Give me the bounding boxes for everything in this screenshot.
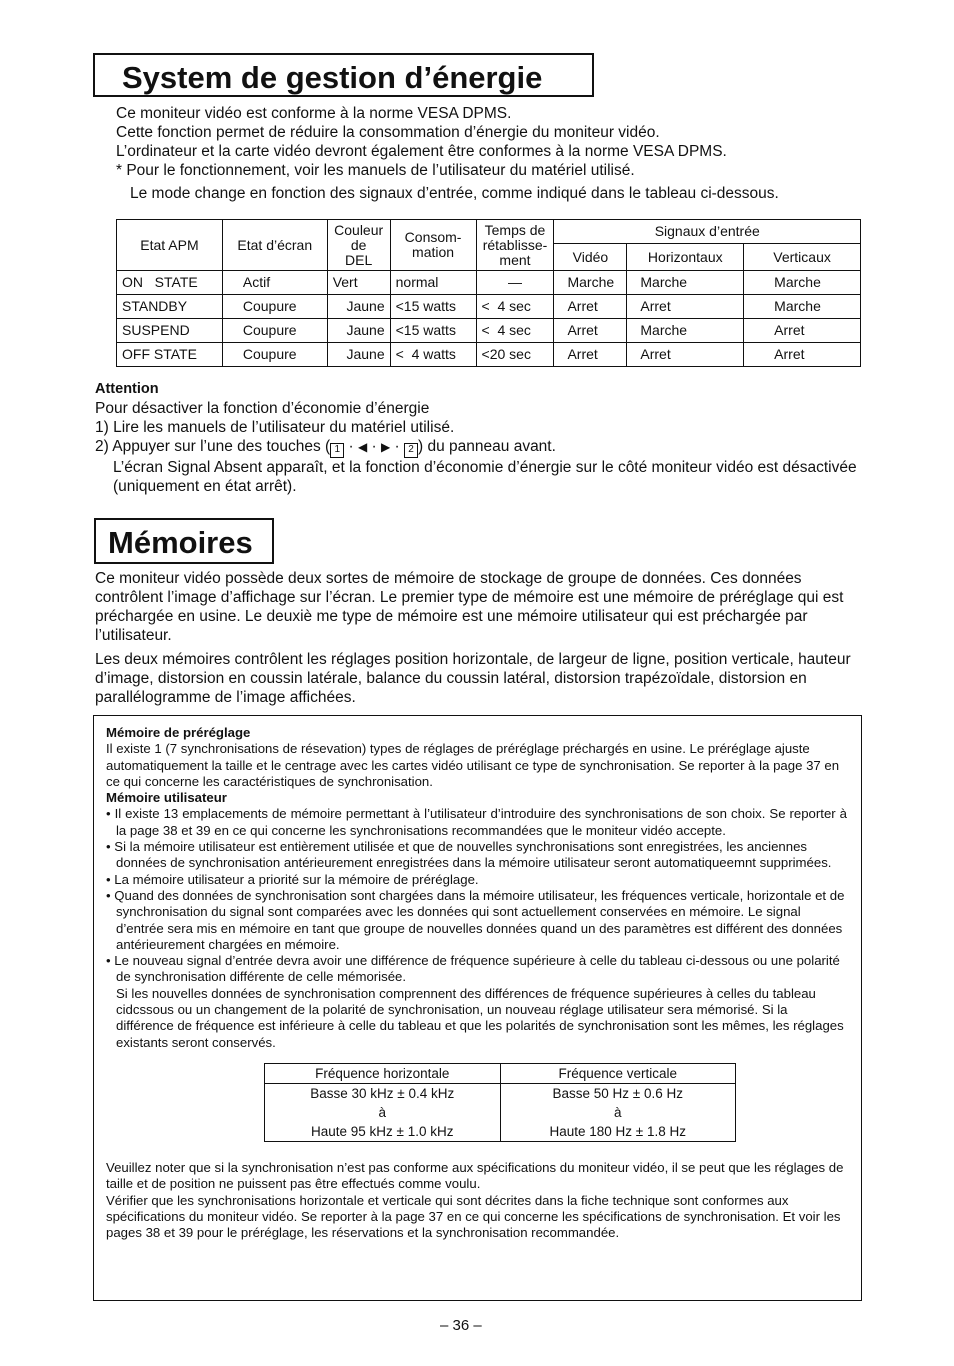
table-row: ON STATE Actif Vert normal — Marche Marche Marche (117, 271, 861, 295)
list-item: • Si la mémoire utilisateur est entièrement utilisée et que de nouvelles synchronisations sont enregistrées, les anciennes données de synchronisation antérieurement enregistrées dans la mémoire utilisateur seront automatiqueemnt supprimées. (106, 839, 832, 871)
header-horizontaux: Horizontaux (627, 244, 744, 271)
right-arrow-key-icon: ▶ (381, 440, 391, 454)
table-row: OFF STATE Coupure Jaune < 4 watts <20 sec Arret Arret Arret (117, 343, 861, 367)
freq-h-values: Basse 30 kHz ± 0.4 kHz à Haute 95 kHz ± 1.0 kHz (265, 1083, 501, 1141)
freq-v-header: Fréquence verticale (500, 1063, 736, 1083)
left-arrow-key-icon: ◀ (358, 440, 368, 454)
mode-line: Le mode change en fonction des signaux d’entrée, comme indiqué dans le tableau ci-dessous. (130, 185, 779, 202)
key-1-icon: 1 (330, 443, 344, 458)
header-video: Vidéo (554, 244, 627, 271)
section-title-energy: System de gestion d’énergie (122, 60, 543, 95)
memoires-text (95, 569, 860, 707)
attention-step-2: 2) Appuyer sur l’une des touches ( 1 · ◀ · ▶ · 2 ) du panneau avant. (95, 437, 875, 458)
header-etat-apm: Etat APM (117, 220, 223, 271)
frequency-table (264, 1063, 736, 1142)
energy-intro (116, 104, 876, 203)
bullet-5-cont: Si les nouvelles données de synchronisation comprennent des différences de fréquence supérieures à celles du tableau cidcssous ou un changement de la polarité de synchronisation, un nouveau réglage utilisateur sera mémorisé. Si la différence de fréquence est inférieure à celle du tableau et que les polarités de synchronisation sont les mêmes, les réglages existants seront conservés. (116, 985, 844, 1050)
attention-step-1: 1) Lire les manuels de l’utilisateur du matériel utilisé. (95, 419, 455, 436)
freq-h-header: Fréquence horizontale (265, 1063, 501, 1083)
intro-line-3: L’ordinateur et la carte vidéo devront également être conformes à la norme VESA DPMS. (116, 143, 727, 160)
header-verticaux: Verticaux (744, 244, 861, 271)
intro-note: * Pour le fonctionnement, voir les manuels de l’utilisateur du matériel utilisé. (116, 162, 635, 179)
attention-step-2-cont: L’écran Signal Absent apparaît, et la fonction d’économie d’énergie sur le côté moniteur vidéo est désactivée (uniquement en état arrêt). (113, 459, 857, 495)
memoires-para-2: Les deux mémoires contrôlent les réglages position horizontale, de largeur de ligne, position verticale, hauteur d’image, distorsion en coussin latérale, balance du coussin latéral, distorsion trapézoïdale, distorsion en parallélogramme de l’image affichées. (95, 651, 851, 706)
attention-heading: Attention (95, 381, 159, 397)
table-row: SUSPEND Coupure Jaune <15 watts < 4 sec Arret Marche Arret (117, 319, 861, 343)
header-temps: Temps de rétablisse- ment (476, 220, 554, 271)
list-item: • La mémoire utilisateur a priorité sur la mémoire de préréglage. (106, 871, 479, 887)
list-item: • Quand des données de synchronisation sont chargées dans la mémoire utilisateur, les fréquences verticale, horizontale et de synchronisation du signal sont comparées avec les données qui sont actuellement conservées en mémoire. Le signal d’entrée sera mis en mémoire en tant que groupe de nouvelles données quand un des paramètres est différent des données antérieurement chargées en mémoire. (106, 887, 845, 952)
header-signaux: Signaux d’entrée (554, 220, 861, 244)
footer-note-2: Vérifier que les synchronisations horizontale et verticale qui sont décrites dans la fiche technique sont conformes aux spécifications du moniteur vidéo. Se reporter à la page 37 en ce qui concerne les spécifications de synchronisation. Et voir les pages 38 et 39 pour le préréglage, les réservations et la synchronisation recommandée. (106, 1192, 841, 1241)
preset-text: Il existe 1 (7 synchronisations de résevation) types de réglages de préréglage préchargés en usine. Le préréglage ajuste automatiquement la taille et le centrage avec les cartes vidéo utilisant ce type de synchronisation. Se reporter à la page 37 en ce qui concerne les caractéristiques de synchronisation. (106, 741, 840, 789)
section-title-box-energy (93, 53, 594, 97)
user-heading: Mémoire utilisateur (106, 790, 227, 806)
section-title-memoires: Mémoires (108, 525, 253, 560)
page-number: – 36 – (440, 1317, 482, 1334)
freq-v-values: Basse 50 Hz ± 0.6 Hz à Haute 180 Hz ± 1.8 Hz (500, 1083, 736, 1141)
intro-line-1: Ce moniteur vidéo est conforme à la norme VESA DPMS. (116, 105, 512, 122)
header-consommation: Consom- mation (390, 220, 476, 271)
memoires-para-1: Ce moniteur vidéo possède deux sortes de mémoire de stockage de groupe de données. Ces données contrôlent l’image d’affichage sur l’écran. Le premier type de mémoire est une mémoire de préréglage qui est préchargée en usine. Le deuxiè me type de mémoire est une mémoire utilisateur qui est préchargée par l’utilisateur. (95, 570, 844, 644)
attention-line: Pour désactiver la fonction d’économie d’énergie (95, 400, 430, 417)
apm-table (116, 219, 861, 367)
footer-note-1: Veuillez noter que si la synchronisation n’est pas conforme aux spécifications du moniteur vidéo, il se peut que les réglages de taille et de position ne puissent pas être effectués comme voulu. (106, 1159, 844, 1192)
header-couleur: Couleur de DEL (327, 220, 390, 271)
table-row: STANDBY Coupure Jaune <15 watts < 4 sec Arret Arret Marche (117, 295, 861, 319)
header-etat-ecran: Etat d’écran (222, 220, 327, 271)
memory-info-box (93, 715, 862, 1301)
attention-block (95, 380, 875, 496)
intro-line-2: Cette fonction permet de réduire la consommation d’énergie du moniteur vidéo. (116, 124, 660, 141)
list-item: • Le nouveau signal d’entrée devra avoir une différence de fréquence supérieure à celle du tableau ci-dessous ou une polarité de synchronisation différente de celle mémorisée. (106, 953, 840, 985)
key-2-icon: 2 (404, 443, 418, 458)
list-item: • Il existe 13 emplacements de mémoire permettant à l’utilisateur d’introduire des synchronisations de son choix. Se reporter à la page 38 et 39 en ce qui concerne les synchronisations recommandées que le moniteur vidéo accepte. (106, 806, 847, 838)
preset-heading: Mémoire de préréglage (106, 725, 251, 740)
section-title-box-memoires (94, 518, 274, 564)
